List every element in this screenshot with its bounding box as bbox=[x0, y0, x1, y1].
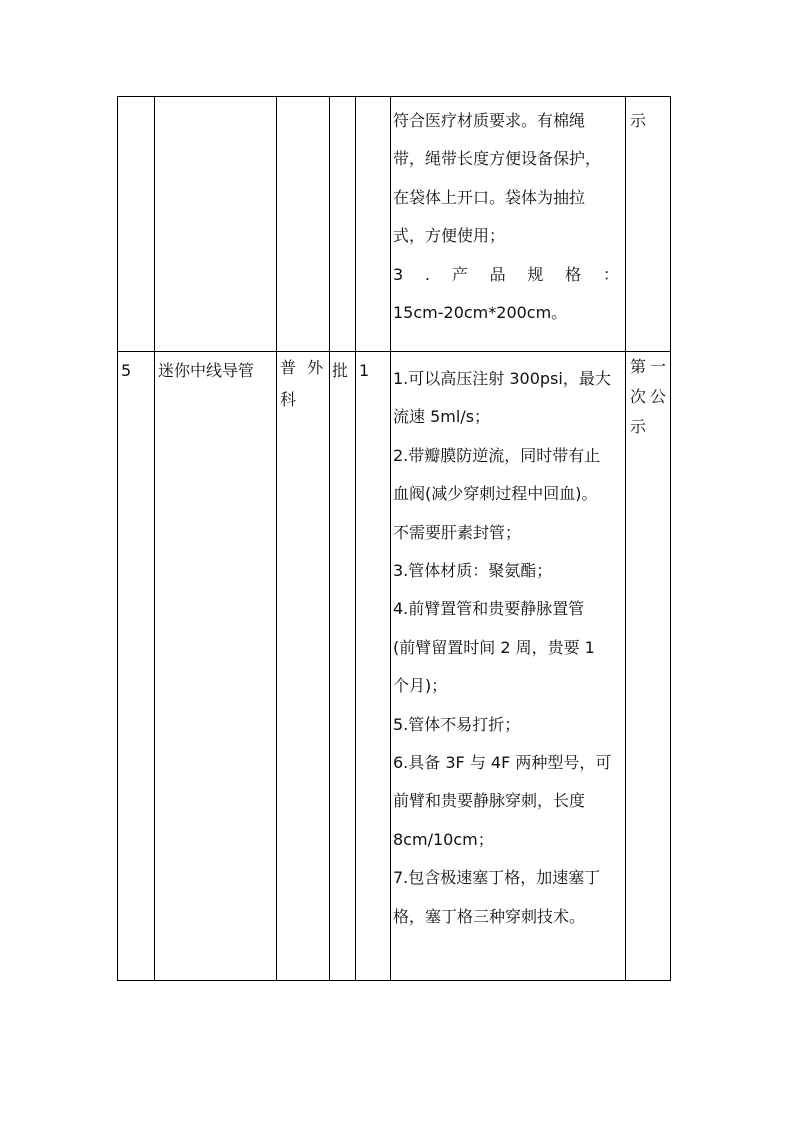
department-line: 科 bbox=[280, 390, 297, 409]
note-line: 示 bbox=[630, 417, 647, 436]
item-number: 5 bbox=[121, 361, 132, 380]
note-line bbox=[626, 352, 670, 382]
number-cell bbox=[118, 97, 155, 352]
spec-line: 格，塞丁格三种穿刺技术。 bbox=[393, 906, 586, 926]
quantity-cell bbox=[356, 97, 391, 352]
glyph: 公 bbox=[649, 387, 666, 406]
note-line bbox=[626, 382, 670, 412]
spec-line: 符合医疗材质要求。有棉绳 bbox=[393, 111, 586, 130]
item-quantity: 1 bbox=[359, 361, 370, 380]
item-name: 迷你中线导管 bbox=[158, 361, 255, 380]
spec-line: 式，方便使用； bbox=[393, 226, 506, 246]
spec-line: 前臂和贵要静脉穿刺，长度 bbox=[393, 791, 586, 811]
glyph: 产 bbox=[451, 264, 468, 284]
number-cell bbox=[118, 352, 155, 981]
glyph: 一 bbox=[649, 357, 666, 376]
spec-line: 8cm/10cm； bbox=[393, 829, 494, 849]
spec-line: 15cm-20cm*200cm。 bbox=[393, 303, 568, 323]
spec-cell bbox=[391, 97, 626, 352]
note-text: 示 bbox=[630, 111, 647, 130]
glyph: . bbox=[424, 264, 431, 284]
spec-line: 6.具备 3F 与 4F 两种型号，可 bbox=[393, 753, 612, 773]
spec-line: 带，绳带长度方便设备保护， bbox=[393, 149, 602, 169]
spread-text bbox=[393, 256, 625, 294]
spec-line: 2.带瓣膜防逆流，同时带有止 bbox=[393, 445, 601, 465]
spec-line: 1.可以高压注射 300psi，最大 bbox=[393, 369, 611, 388]
name-cell bbox=[155, 352, 277, 981]
quantity-cell bbox=[356, 352, 391, 981]
spec-line: 流速 5ml/s； bbox=[393, 407, 491, 427]
spec-line: 个月)； bbox=[393, 676, 448, 696]
note-cell bbox=[626, 352, 671, 981]
spec-cell bbox=[391, 352, 626, 981]
spec-line: 7.包含极速塞丁格，加速塞丁 bbox=[393, 868, 601, 888]
spec-line-justified bbox=[391, 256, 625, 294]
name-cell bbox=[155, 97, 277, 352]
glyph: 规 bbox=[527, 264, 544, 284]
spec-line: 不需要肝素封管； bbox=[393, 522, 522, 542]
spec-line: 血阀(减少穿刺过程中回血)。 bbox=[393, 484, 598, 504]
glyph: 次 bbox=[630, 387, 647, 406]
glyph: 格 bbox=[565, 264, 582, 284]
item-unit: 批 bbox=[332, 361, 349, 380]
glyph: 品 bbox=[489, 264, 506, 284]
spec-line: (前臂留置时间 2 周，贵要 1 bbox=[393, 637, 595, 657]
table-row bbox=[118, 352, 671, 981]
department-cell bbox=[277, 352, 330, 981]
department-line bbox=[277, 352, 329, 384]
department-cell bbox=[277, 97, 330, 352]
spec-line: 5.管体不易打折； bbox=[393, 714, 521, 734]
spec-line: 3.管体材质：聚氨酯； bbox=[393, 561, 553, 581]
note-cell bbox=[626, 97, 671, 352]
glyph: 第 bbox=[630, 357, 647, 376]
spec-line: 在袋体上开口。袋体为抽拉 bbox=[393, 187, 586, 207]
table-row bbox=[118, 97, 671, 352]
glyph: 3 bbox=[393, 264, 404, 284]
unit-cell bbox=[330, 97, 356, 352]
unit-cell bbox=[330, 352, 356, 981]
glyph: ： bbox=[602, 264, 619, 284]
glyph: 普 bbox=[280, 358, 297, 377]
glyph: 外 bbox=[306, 358, 323, 377]
spec-line: 4.前臂置管和贵要静脉置管 bbox=[393, 599, 585, 619]
procurement-table bbox=[117, 96, 671, 981]
